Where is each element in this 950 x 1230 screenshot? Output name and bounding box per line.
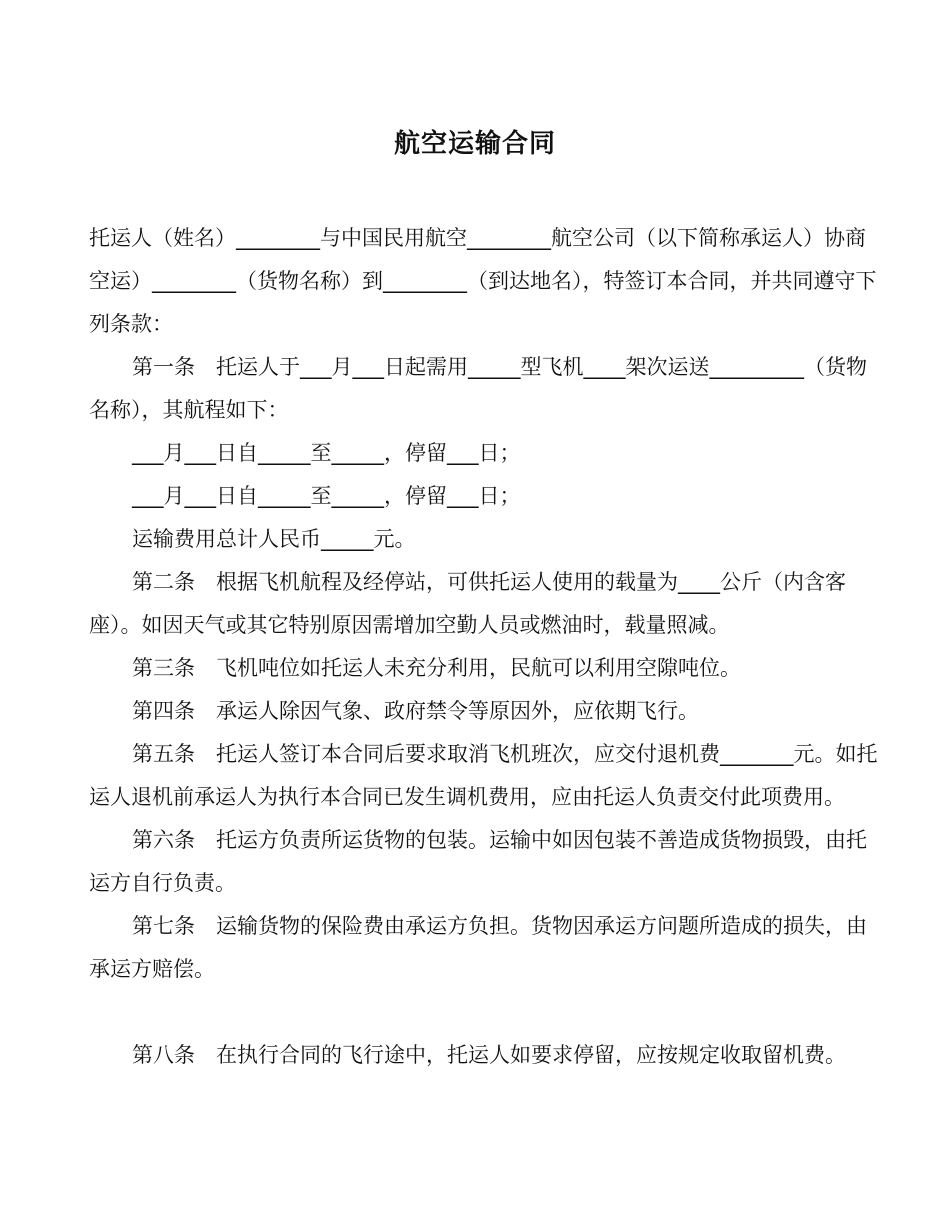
article-3-paragraph: 第三条 飞机吨位如托运人未充分利用，民航可以利用空隙吨位。	[132, 656, 741, 680]
article-1-paragraph: 第一条 托运人于___月___日起需用_____型飞机____架次运送_________（货物名称），其航程如下：	[89, 355, 867, 422]
document-body	[89, 217, 879, 1077]
article-2-paragraph: 第二条 根据飞机航程及经停站，可供托运人使用的载量为____公斤（内含客座）。如因天气或其它特别原因需增加空勤人员或燃油时，载量照减。	[89, 570, 846, 637]
article-8-paragraph: 第八条 在执行合同的飞行途中，托运人如要求停留，应按规定收取留机费。	[132, 1043, 846, 1067]
route-line-1: ___月___日自_____至_____，停留___日；	[132, 441, 521, 465]
article-6-paragraph: 第六条 托运方负责所运货物的包装。运输中如因包装不善造成货物损毁，由托运方自行负责。	[89, 828, 867, 895]
paragraph-gap	[89, 991, 879, 1034]
article-5-paragraph: 第五条 托运人签订本合同后要求取消飞机班次，应交付退机费_______元。如托运人退机前承运人为执行本合同已发生调机费用，应由托运人负责交付此项费用。	[89, 742, 878, 809]
route-line-2: ___月___日自_____至_____，停留___日；	[132, 484, 521, 508]
document-title: 航空运输合同	[393, 129, 556, 159]
article-7-paragraph: 第七条 运输货物的保险费由承运方负担。货物因承运方问题所造成的损失，由承运方赔偿。	[89, 914, 867, 981]
article-4-paragraph: 第四条 承运人除因气象、政府禁令等原因外，应依期飞行。	[132, 699, 699, 723]
total-fee-line: 运输费用总计人民币_____元。	[132, 527, 416, 551]
intro-paragraph: 托运人（姓名）________与中国民用航空________航空公司（以下简称承运人）协商空运）________（货物名称）到________（到达地名），特签订本合同，并共同遵守下列条款：	[89, 226, 877, 336]
